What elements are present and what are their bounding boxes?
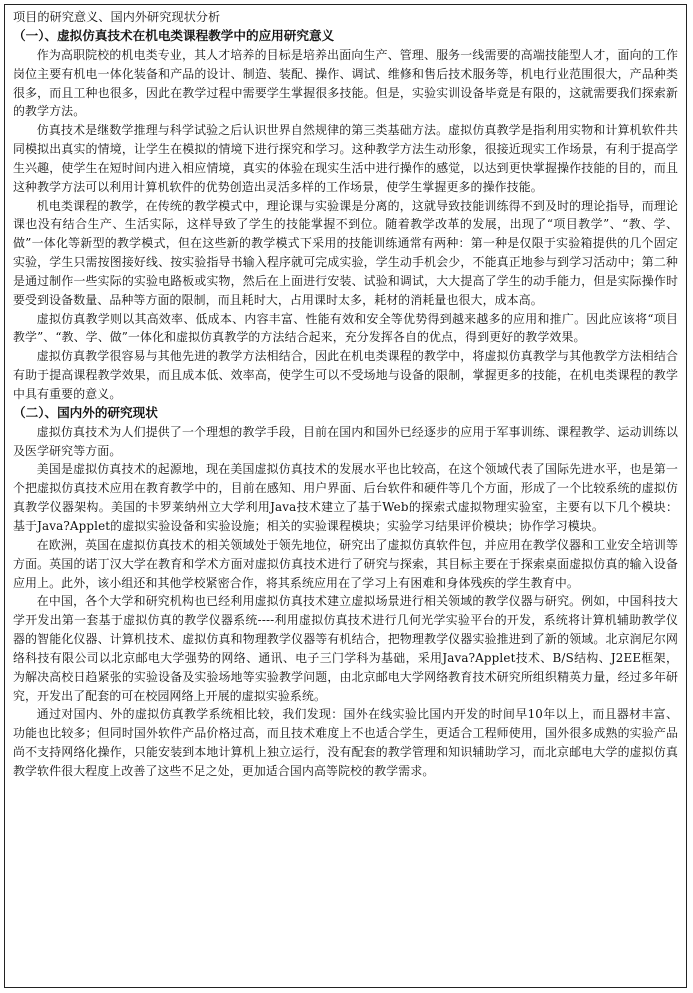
- section-2-heading: （二）、国内外的研究现状: [13, 404, 158, 420]
- section-2-paragraph: 虚拟仿真技术为人们提供了一个理想的教学手段，目前在国内和国外已经逐步的应用于军事训练、课程教学、运动训练以及医学研究等方面。: [13, 424, 678, 458]
- section-2-paragraph: 通过对国内、外的虚拟仿真教学系统相比较，我们发现：国外在线实验比国内开发的时间早10年以上，而且器材丰富、功能也比较多；但同时国外软件产品价格过高，而且技术难度上不也适合学生，更适合工程师使用，国外很多成熟的实验产品尚不支持网络化操作，只能安装到本地计算机上独立运行，没有配套的教学管理和知识辅助学习，而北京邮电大学的虚拟仿真教学软件很大程度上改善了这些不足之处，更加适合国内高等院校的教学需求。: [13, 707, 678, 778]
- section-1-heading: （一）、虚拟仿真技术在机电类课程教学中的应用研究意义: [13, 27, 335, 43]
- section-2-paragraph: 美国是虚拟仿真技术的起源地，现在美国虚拟仿真技术的发展水平也比较高，在这个领域代表了国际先进水平，也是第一个把虚拟仿真技术应用在教育教学中的，目前在感知、用户界面、后台软件和硬件等几个方面，形成了一个比较系统的虚拟仿真教学仪器架构。美国的卡罗莱纳州立大学利用Java技术建立了基于Web的探索式虚拟物理实验室，主要有以下几个模块：基于Java?Applet的虚拟实验设备和实验设施；相关的实验课程模块；实验学习结果评价模块；协作学习模块。: [13, 462, 678, 533]
- document-page: [4, 4, 687, 988]
- page-title: 项目的研究意义、国内外研究现状分析: [13, 10, 221, 24]
- section-1-paragraph: 仿真技术是继数学推理与科学试验之后认识世界自然规律的第三类基础方法。虚拟仿真教学是指利用实物和计算机软件共同模拟出真实的情境，让学生在模拟的情境下进行探究和学习。这种教学方法生动形象，很接近现实工作场景，有利于提高学生兴趣，使学生在短时间内进入相应情境，真实的体验在现实生活中进行操作的感觉，以达到更快掌握操作技能的目的，而且这种教学方法可以利用计算机软件的优势创造出灵活多样的工作场景，使学生掌握更多的操作技能。: [13, 123, 678, 194]
- section-1-paragraph: 作为高职院校的机电类专业，其人才培养的目标是培养出面向生产、管理、服务一线需要的高端技能型人才，面向的工作岗位主要有机电一体化装备和产品的设计、制造、装配、操作、调试、维修和售后技术服务等，机电行业范围很大，产品种类很多，而且工种也很多，因此在教学过程中需要学生掌握很多技能。但是，实验实训设备毕竟是有限的，这就需要我们探索新的教学方法。: [13, 47, 678, 119]
- section-2-paragraph: 在欧洲，英国在虚拟仿真技术的相关领域处于领先地位，研究出了虚拟仿真软件包，并应用在教学仪器和工业安全培训等方面。英国的诺丁汉大学在教育和学术方面对虚拟仿真技术进行了研究与探索，其目标主要在于探索桌面虚拟仿真的输入设备应用上。此外，该小组还和其他学校紧密合作，将其系统应用在了学习上有困难和身体残疾的学生教育中。: [13, 537, 678, 590]
- section-1-paragraph: 机电类课程的教学，在传统的教学模式中，理论课与实验课是分离的，这就导致技能训练得不到及时的理论指导，而理论课也没有结合生产、生活实际，这样导致了学生的技能掌握不到位。随着教学改革的发展，出现了“项目教学”、“教、学、做”一体化等新型的教学模式，但在这些新的教学模式下采用的技能训练通常有两种：第一种是仅限于实验箱提供的几个固定实验，学生只需按图接好线、按实验指导书输入程序就可完成实验，学生动手机会少，不能真正地参与到学习活动中；第二种是通过制作一些实际的实验电路板或实物，然后在上面进行安装、试验和调试，大大提高了学生的动手能力，但是实际操作时要受到设备数量、品种等方面的限制，而且耗时大，占用课时太多，耗材的消耗量也很大，成本高。: [13, 198, 678, 307]
- section-1-paragraph: 虚拟仿真教学则以其高效率、低成本、内容丰富、性能有效和安全等优势得到越来越多的应用和推广。因此应该将“项目教学”、“教、学、做”一体化和虚拟仿真教学的方法结合起来，充分发挥各自的优点，得到更好的教学效果。: [13, 311, 678, 345]
- section-1-paragraph: 虚拟仿真教学很容易与其他先进的教学方法相结合，因此在机电类课程的教学中，将虚拟仿真教学与其他教学方法相结合有助于提高课程教学效果，而且成本低、效率高，使学生可以不受场地与设备的限制，掌握更多的技能，在机电类课程的教学中具有重要的意义。: [13, 349, 678, 401]
- section-2-paragraph: 在中国，各个大学和研究机构也已经利用虚拟仿真技术建立虚拟场景进行相关领域的教学仪器与研究。例如，中国科技大学开发出第一套基于虚拟仿真的教学仪器系统----利用虚拟仿真技术进行几何光学实验平台的开发，系统将计算机辅助教学仪器的智能化仪器、计算机技术、虚拟仿真和物理教学仪器等有机结合，把物理教学仪器实验推进到了新的领域。北京润尼尔网络科技有限公司以北京邮电大学强势的网络、通讯、电子三门学科为基础，采用Java?Applet技术、B/S结构、J2EE框架，为解决高校日趋紧张的实验设备及实验场地等实验教学问题，由北京邮电大学网络教育技术研究所组织精英力量，经过多年研究，开发出了配套的可在校园网络上开展的虚拟实验系统。: [13, 594, 678, 703]
